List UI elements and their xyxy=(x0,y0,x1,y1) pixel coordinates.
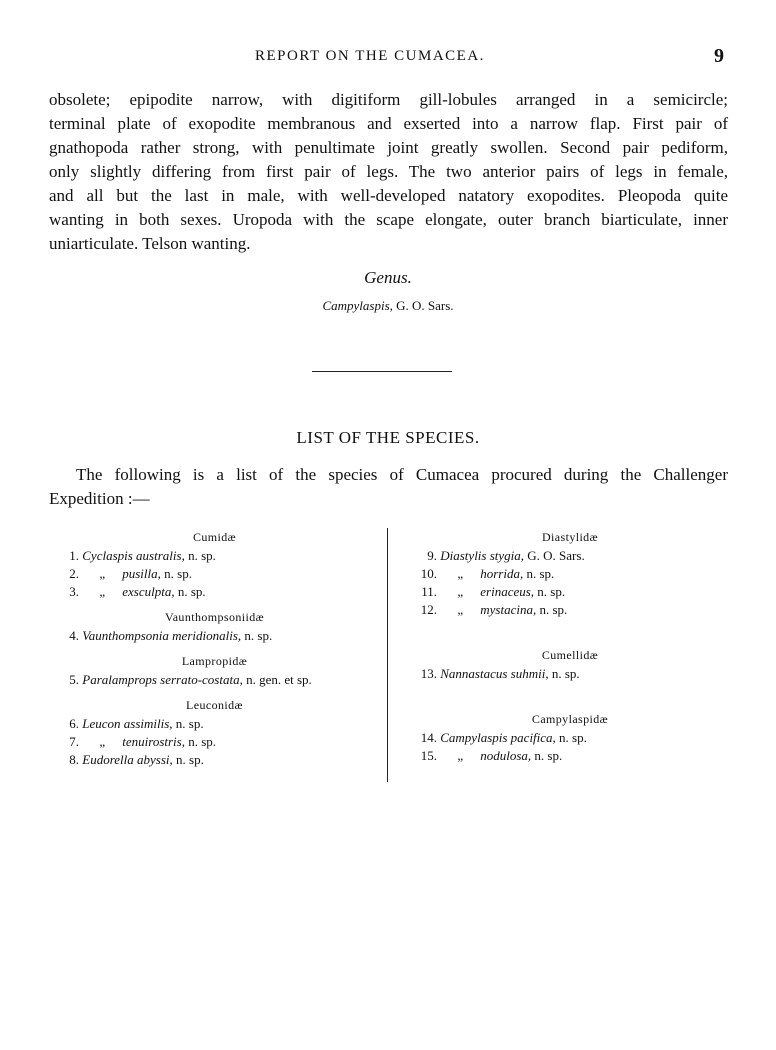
species-name: Diastylis stygia, xyxy=(440,548,525,563)
paragraph-line: terminal plate of exopodite membranous and exserted into a narrow flap. First pair of xyxy=(49,114,728,133)
running-header xyxy=(0,45,776,72)
species-number: 6. xyxy=(69,716,79,731)
intro-line: The following is a list of the species of Cumacea procured during the Challenger xyxy=(76,465,728,484)
species-note: n. sp. xyxy=(160,566,192,581)
family-heading: Vaunthompsoniidæ xyxy=(164,610,265,624)
species-note: n. sp. xyxy=(174,584,206,599)
paragraph-line: obsolete; epipodite narrow, with digitiform gill-lobules arranged in a semicircle; xyxy=(49,90,728,109)
species-name: Cyclaspis australis, xyxy=(82,548,185,563)
species-number: 7. xyxy=(69,734,79,749)
species-list-left-column xyxy=(52,527,377,769)
species-name: erinaceus, xyxy=(480,584,535,599)
species-entry xyxy=(410,601,730,619)
species-entry xyxy=(52,583,377,601)
species-entry xyxy=(52,733,377,751)
family-heading: Diastylidæ xyxy=(541,530,598,544)
intro-paragraph xyxy=(49,463,728,511)
species-entry xyxy=(52,547,377,565)
species-name: horrida, xyxy=(480,566,524,581)
species-name: Campylaspis pacifica, xyxy=(440,730,556,745)
species-note: n. sp. xyxy=(534,584,566,599)
genus-author: G. O. Sars. xyxy=(392,298,454,313)
genus-heading: Genus. xyxy=(364,268,412,287)
species-name: pusilla, xyxy=(122,566,161,581)
ditto-mark: „ xyxy=(99,566,106,581)
species-number: 2. xyxy=(69,566,79,581)
species-name: tenuirostris, xyxy=(122,734,185,749)
species-note: n. sp. xyxy=(184,734,217,749)
paragraph-line: gnathopoda rather strong, with penultimate joint greatly swollen. Second pair pediform, xyxy=(49,138,728,157)
species-note: n. sp. xyxy=(536,602,568,617)
species-entry xyxy=(410,583,730,601)
species-entry xyxy=(410,565,730,583)
paragraph-line: wanting in both sexes. Uropoda with the scape elongate, outer branch biarticulate, inner xyxy=(49,210,728,229)
species-name: Leucon assimilis, xyxy=(82,716,173,731)
species-note: n. sp. xyxy=(555,730,587,745)
family-heading: Leuconidæ xyxy=(186,698,243,712)
species-entry xyxy=(52,627,377,645)
section-title: LIST OF THE SPECIES. xyxy=(296,428,480,447)
column-divider xyxy=(387,528,388,782)
species-note: n. sp. xyxy=(523,566,555,581)
species-name: mystacina, xyxy=(480,602,537,617)
species-name: exsculpta, xyxy=(122,584,175,599)
species-entry xyxy=(52,565,377,583)
family-heading: Campylaspidæ xyxy=(531,712,609,726)
species-entry xyxy=(410,547,730,565)
species-note: n. sp. xyxy=(548,666,580,681)
species-entry xyxy=(52,671,377,689)
genus-name-italic: Campylaspis, xyxy=(322,298,393,313)
running-title: REPORT ON THE CUMACEA. xyxy=(255,48,485,64)
intro-line: Expedition :— xyxy=(49,489,150,508)
species-name: Eudorella abyssi, xyxy=(82,752,173,767)
species-name: Vaunthompsonia meridionalis, xyxy=(82,628,242,643)
family-heading: Cumellidæ xyxy=(541,648,599,662)
species-note: n. sp. xyxy=(172,752,204,767)
description-paragraph xyxy=(49,88,728,256)
species-number: 10. xyxy=(420,566,437,581)
species-number: 11. xyxy=(421,584,437,599)
species-number: 1. xyxy=(69,548,79,563)
ditto-mark: „ xyxy=(457,748,464,763)
ditto-mark: „ xyxy=(99,734,106,749)
species-number: 4. xyxy=(69,628,79,643)
ditto-mark: „ xyxy=(457,584,464,599)
family-heading: Cumidæ xyxy=(192,530,237,544)
species-entry xyxy=(52,751,377,769)
page-number: 9 xyxy=(714,45,724,67)
species-number: 9. xyxy=(427,548,437,563)
genus-name xyxy=(0,298,776,314)
section-divider-rule xyxy=(312,371,452,372)
species-note: n. sp. xyxy=(241,628,273,643)
species-entry xyxy=(52,715,377,733)
species-number: 14. xyxy=(420,730,437,745)
species-number: 8. xyxy=(69,752,79,767)
species-name: nodulosa, xyxy=(480,748,532,763)
species-note: G. O. Sars. xyxy=(524,548,585,563)
species-number: 15. xyxy=(420,748,437,763)
ditto-mark: „ xyxy=(457,566,464,581)
species-note: n. sp. xyxy=(172,716,204,731)
species-entry xyxy=(410,747,730,765)
ditto-mark: „ xyxy=(99,584,106,599)
ditto-mark: „ xyxy=(457,602,464,617)
species-list-right-column xyxy=(410,527,730,765)
species-note: n. sp. xyxy=(531,748,563,763)
paragraph-line: and all but the last in male, with well-developed natatory exopodites. Pleopoda quite xyxy=(49,186,728,205)
species-number: 5. xyxy=(69,672,79,687)
species-note: n. sp. xyxy=(184,548,216,563)
species-entry xyxy=(410,665,730,683)
species-number: 12. xyxy=(420,602,437,617)
species-name: Paralamprops serrato-costata, xyxy=(82,672,243,687)
species-number: 3. xyxy=(69,584,79,599)
paragraph-line: uniarticulate. Telson wanting. xyxy=(49,234,251,253)
species-entry xyxy=(410,729,730,747)
species-note: n. gen. et sp. xyxy=(242,672,312,687)
species-name: Nannastacus suhmii, xyxy=(440,666,549,681)
species-number: 13. xyxy=(420,666,437,681)
family-heading: Lampropidæ xyxy=(181,654,248,668)
paragraph-line: only slightly differing from first pair of legs. The two anterior pairs of legs in female, xyxy=(49,162,728,181)
